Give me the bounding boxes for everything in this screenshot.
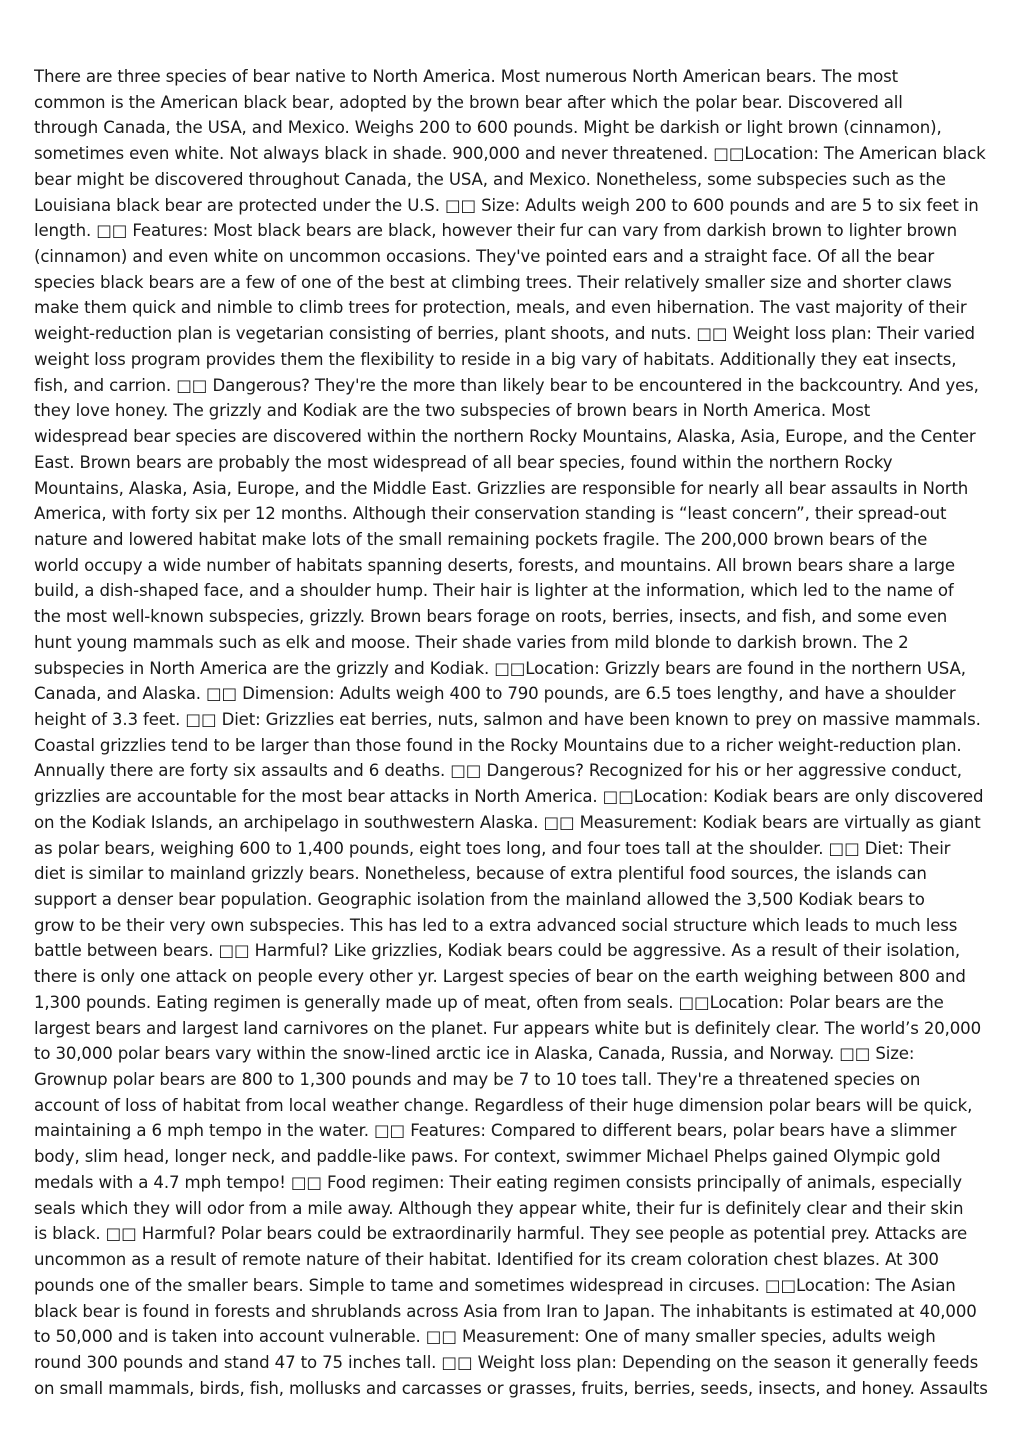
- text-line: subspecies in North America are the grizzly and Kodiak. □□Location: Grizzly bears are found in the northern USA,: [34, 658, 966, 678]
- text-line: (cinnamon) and even white on uncommon occasions. They've pointed ears and a straight face. Of all the bear: [34, 247, 935, 267]
- text-line: as polar bears, weighing 600 to 1,400 pounds, eight toes long, and four toes tall at the shoulder. □□ Diet: Their: [34, 838, 951, 858]
- text-line: make them quick and nimble to climb trees for protection, meals, and even hibernation. The vast majority of their: [34, 298, 967, 318]
- text-line: pounds one of the smaller bears. Simple to tame and sometimes widespread in circuses. □□Location: The Asian: [34, 1275, 956, 1295]
- text-line: species black bears are a few of one of the best at climbing trees. Their relatively smaller size and shorter claws: [34, 272, 952, 292]
- text-line: largest bears and largest land carnivores on the planet. Fur appears white but is definitely clear. The world’s 20,000: [34, 1018, 981, 1038]
- document-body: [34, 64, 990, 1401]
- text-line: common is the American black bear, adopted by the brown bear after which the polar bear. Discovered all: [34, 92, 903, 112]
- text-line: bear might be discovered throughout Canada, the USA, and Mexico. Nonetheless, some subspecies such as the: [34, 169, 946, 189]
- text-line: round 300 pounds and stand 47 to 75 inches tall. □□ Weight loss plan: Depending on the season it generally feeds: [34, 1352, 979, 1372]
- text-line: fish, and carrion. □□ Dangerous? They're the more than likely bear to be encountered in the backcountry. And yes,: [34, 375, 979, 395]
- text-line: widespread bear species are discovered within the northern Rocky Mountains, Alaska, Asia, Europe, and the Center: [34, 427, 976, 447]
- text-line: on the Kodiak Islands, an archipelago in southwestern Alaska. □□ Measurement: Kodiak bears are virtually as giant: [34, 812, 981, 832]
- text-line: to 30,000 polar bears vary within the snow-lined arctic ice in Alaska, Canada, Russia, and Norway. □□ Size:: [34, 1044, 915, 1064]
- text-line: on small mammals, birds, fish, mollusks and carcasses or grasses, fruits, berries, seeds, insects, and honey. Assaults: [34, 1378, 988, 1398]
- text-line: weight loss program provides them the flexibility to reside in a big vary of habitats. Additionally they eat insects,: [34, 349, 957, 369]
- text-line: the most well-known subspecies, grizzly. Brown bears forage on roots, berries, insects, and fish, and some even: [34, 607, 948, 627]
- text-line: to 50,000 and is taken into account vulnerable. □□ Measurement: One of many smaller species, adults weigh: [34, 1327, 936, 1347]
- text-line: hunt young mammals such as elk and moose. Their shade varies from mild blonde to darkish brown. The 2: [34, 632, 909, 652]
- text-line: Coastal grizzlies tend to be larger than those found in the Rocky Mountains due to a richer weight-reduction plan.: [34, 735, 962, 755]
- text-line: they love honey. The grizzly and Kodiak are the two subspecies of brown bears in North America. Most: [34, 401, 871, 421]
- text-line: Louisiana black bear are protected under the U.S. □□ Size: Adults weigh 200 to 600 pounds and are 5 to six feet in: [34, 195, 979, 215]
- text-line: Grownup polar bears are 800 to 1,300 pounds and may be 7 to 10 toes tall. They're a threatened species on: [34, 1070, 921, 1090]
- text-line: support a denser bear population. Geographic isolation from the mainland allowed the 3,500 Kodiak bears to: [34, 890, 925, 909]
- text-line: grizzlies are accountable for the most bear attacks in North America. □□Location: Kodiak bears are only discovered: [34, 787, 984, 807]
- text-line: medals with a 4.7 mph tempo! □□ Food regimen: Their eating regimen consists principally of animals, especially: [34, 1172, 962, 1192]
- text-line: there is only one attack on people every other yr. Largest species of bear on the earth weighing between 800 and: [34, 967, 966, 987]
- text-line: weight-reduction plan is vegetarian consisting of berries, plant shoots, and nuts. □□ Weight loss plan: Their varied: [34, 324, 975, 344]
- text-line: is black. □□ Harmful? Polar bears could be extraordinarily harmful. They see people as potential prey. Attacks are: [34, 1224, 968, 1244]
- text-line: world occupy a wide number of habitats spanning deserts, forests, and mountains. All brown bears share a large: [34, 555, 955, 575]
- text-line: length. □□ Features: Most black bears are black, however their fur can vary from darkish brown to lighter brown: [34, 221, 957, 241]
- text-line: diet is similar to mainland grizzly bears. Nonetheless, because of extra plentiful food sources, the islands can: [34, 864, 927, 884]
- text-line: body, slim head, longer neck, and paddle-like paws. For context, swimmer Michael Phelps gained Olympic gold: [34, 1147, 941, 1167]
- text-line: nature and lowered habitat make lots of the small remaining pockets fragile. The 200,000 brown bears of the: [34, 529, 928, 549]
- text-line: seals which they will odor from a mile away. Although they appear white, their fur is definitely clear and their skin: [34, 1198, 964, 1218]
- text-line: Annually there are forty six assaults and 6 deaths. □□ Dangerous? Recognized for his or her aggressive conduct,: [34, 761, 962, 781]
- text-line: battle between bears. □□ Harmful? Like grizzlies, Kodiak bears could be aggressive. As a result of their isolation,: [34, 941, 960, 961]
- text-line: through Canada, the USA, and Mexico. Weighs 200 to 600 pounds. Might be darkish or light brown (cinnamon),: [34, 118, 942, 138]
- text-line: Canada, and Alaska. □□ Dimension: Adults weigh 400 to 790 pounds, are 6.5 toes lengthy, and have a shoulder: [34, 684, 956, 704]
- text-line: account of loss of habitat from local weather change. Regardless of their huge dimension polar bears will be quick,: [34, 1095, 973, 1115]
- text-line: black bear is found in forests and shrublands across Asia from Iran to Japan. The inhabitants is estimated at 40,000: [34, 1301, 977, 1321]
- text-line: uncommon as a result of remote nature of their habitat. Identified for its cream coloration chest blazes. At 300: [34, 1250, 939, 1270]
- text-line: grow to be their very own subspecies. This has led to a extra advanced social structure which leads to much less: [34, 915, 958, 935]
- text-line: East. Brown bears are probably the most widespread of all bear species, found within the northern Rocky: [34, 452, 893, 472]
- text-line: sometimes even white. Not always black in shade. 900,000 and never threatened. □□Location: The American black: [34, 144, 986, 164]
- text-line: 1,300 pounds. Eating regimen is generally made up of meat, often from seals. □□Location: Polar bears are the: [34, 992, 944, 1012]
- text-line: height of 3.3 feet. □□ Diet: Grizzlies eat berries, nuts, salmon and have been known to prey on massive mammals.: [34, 709, 981, 729]
- text-line: America, with forty six per 12 months. Although their conservation standing is “least concern”, their spread-out: [34, 504, 947, 524]
- text-line: There are three species of bear native to North America. Most numerous North American bears. The most: [34, 67, 898, 86]
- text-line: maintaining a 6 mph tempo in the water. □□ Features: Compared to different bears, polar bears have a slimmer: [34, 1121, 957, 1141]
- text-line: Mountains, Alaska, Asia, Europe, and the Middle East. Grizzlies are responsible for nearly all bear assaults in North: [34, 478, 969, 498]
- text-line: build, a dish-shaped face, and a shoulder hump. Their hair is lighter at the information, which led to the name of: [34, 581, 954, 601]
